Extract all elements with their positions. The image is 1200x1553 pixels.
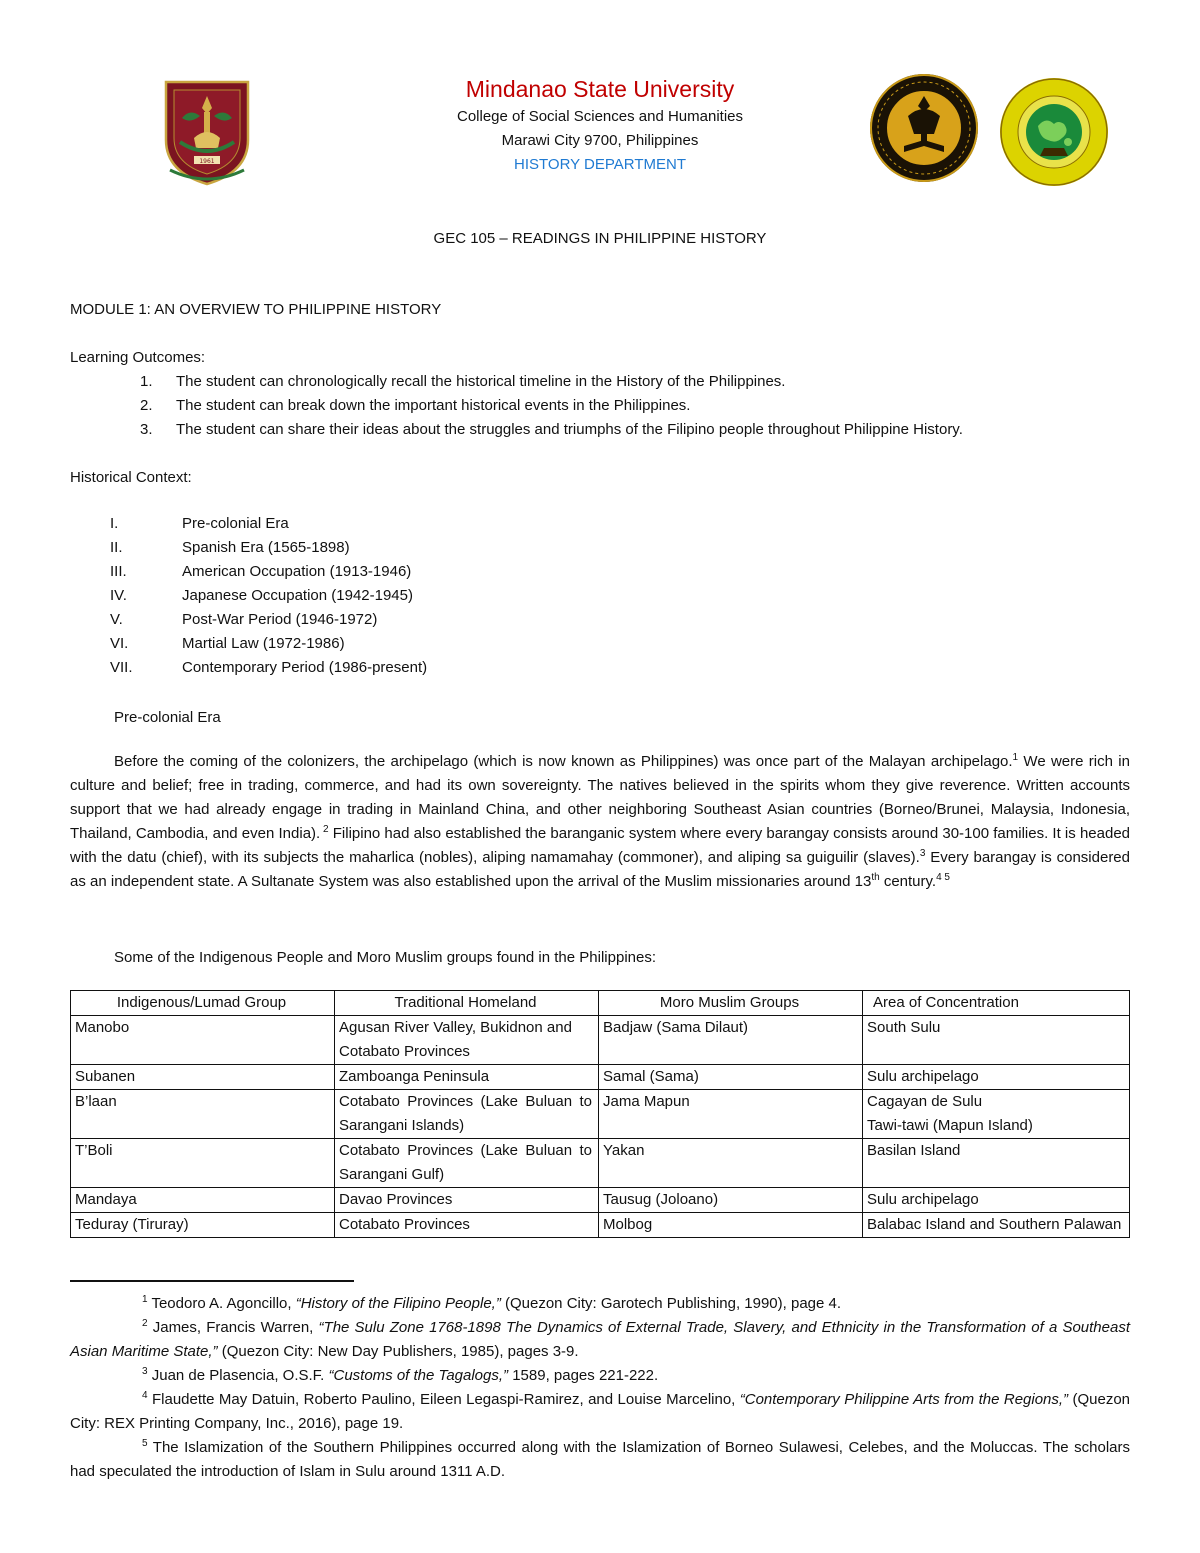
footnote-ref: 3 (919, 848, 926, 859)
footnote (70, 1436, 1130, 1484)
learning-outcomes-title: Learning Outcomes: (70, 349, 206, 366)
table-cell: Badjaw (Sama Dilaut) (599, 1016, 863, 1065)
era-numeral: II. (110, 539, 123, 556)
table-cell: Molbog (599, 1213, 863, 1238)
table-cell: Sulu archipelago (863, 1065, 1130, 1090)
footnote-text: (Quezon City: REX Printing Company, Inc., 2016), page 19. (70, 1391, 1131, 1432)
table-cell: Zamboanga Peninsula (335, 1065, 599, 1090)
footnote-text: (Quezon City: Garotech Publishing, 1990), page 4. (500, 1295, 842, 1312)
table-cell: T’Boli (71, 1139, 335, 1188)
footnote (70, 1364, 1130, 1388)
footnote-separator (70, 1280, 354, 1282)
table-row (71, 1213, 1130, 1238)
precolonial-title: Pre-colonial Era (114, 709, 221, 726)
groups-table (70, 990, 1130, 1238)
footnote-ref: 2 (320, 824, 329, 835)
table-cell: Yakan (599, 1139, 863, 1188)
table-cell: Samal (Sama) (599, 1065, 863, 1090)
paragraph-text: Filipino had also established the baranganic system where every barangay consists around 30-100 families. It is headed with the datu (chief), with its subjects the maharlica (nobles), aliping namamahay (commoner), and aliping sa guiguilir (slaves). (70, 825, 1130, 866)
footnote-number: 3 (142, 1366, 148, 1377)
era-text: Post-War Period (1946-1972) (182, 611, 378, 628)
footnote-number: 5 (142, 1438, 148, 1449)
era-numeral: IV. (110, 587, 127, 604)
era-text: Japanese Occupation (1942-1945) (182, 587, 413, 604)
footnote-number: 4 (142, 1390, 148, 1401)
footnote-title: “History of the Filipino People,” (295, 1295, 501, 1312)
table-cell: Jama Mapun (599, 1090, 863, 1139)
footnote-title: “Contemporary Philippine Arts from the Regions,” (739, 1391, 1069, 1408)
historical-context-title: Historical Context: (70, 469, 192, 486)
era-text: Spanish Era (1565-1898) (182, 539, 350, 556)
paragraph-text: Every barangay is considered as an independent state. A Sultanate System was also established upon the arrival of the Muslim missionaries around 13 (70, 849, 1130, 890)
msu-seal-year: 1961 (199, 158, 215, 165)
table-cell: Davao Provinces (335, 1188, 599, 1213)
footnote-ref: 4 5 (936, 872, 950, 883)
ordinal-suffix: th (871, 872, 880, 883)
table-row (71, 1065, 1130, 1090)
footnote (70, 1388, 1130, 1436)
table-cell: Teduray (Tiruray) (71, 1213, 335, 1238)
table-cell: Subanen (71, 1065, 335, 1090)
outcome-text: The student can share their ideas about the struggles and triumphs of the Filipino people throughout Philippine History. (176, 421, 963, 438)
era-numeral: III. (110, 563, 127, 580)
era-text: Martial Law (1972-1986) (182, 635, 345, 652)
footnote-text: Juan de Plasencia, O.S.F. (147, 1367, 329, 1384)
footnote-number: 2 (142, 1318, 148, 1329)
footnote-text: (Quezon City: New Day Publishers, 1985), pages 3-9. (217, 1343, 579, 1360)
university-name: Mindanao State University (465, 76, 735, 102)
outcome-number: 1. (140, 373, 153, 390)
footnote-title: “Customs of the Tagalogs,” (328, 1367, 509, 1384)
paragraph-text: Before the coming of the colonizers, the archipelago (which is now known as Philippines) was once part of the Malayan archipelago. (114, 753, 1013, 770)
era-text: American Occupation (1913-1946) (182, 563, 412, 580)
paragraph-text: We were rich in culture and belief; free in trading, commerce, and had its own sovereignty. The natives believed in the spirits whom they give reverence. Written accounts support that we had already engage in trading in Mainland China, and other neighboring Southeast Asian countries (Borneo/Brunei, Malaysia, Indonesia, Thailand, Cambodia, and even India). (70, 753, 1130, 842)
era-numeral: I. (110, 515, 119, 532)
footnote-text: Teodoro A. Agoncillo, (147, 1295, 296, 1312)
table-row (71, 1016, 1130, 1065)
footnote (70, 1292, 1130, 1316)
outcome-number: 2. (140, 397, 153, 414)
table-cell: Cotabato Provinces (335, 1213, 599, 1238)
column-header: Moro Muslim Groups (599, 991, 863, 1016)
table-cell: Basilan Island (863, 1139, 1130, 1188)
table-row (71, 1090, 1130, 1139)
table-cell: South Sulu (863, 1016, 1130, 1065)
msu-seal-logo (160, 78, 254, 188)
outcome-text: The student can break down the important historical events in the Philippines. (176, 397, 691, 414)
table-cell: Balabac Island and Southern Palawan (863, 1213, 1130, 1238)
table-cell: Cotabato Provinces (Lake Buluan to Sarangani Gulf) (335, 1139, 599, 1188)
table-cell: B’laan (71, 1090, 335, 1139)
footnote-text: The Islamization of the Southern Philippines occurred along with the Islamization of Borneo Sulawesi, Celebes, and the Moluccas. The scholars had speculated the introduction of Islam in Sulu around 1311 A.D. (70, 1439, 1130, 1480)
module-title: MODULE 1: AN OVERVIEW TO PHILIPPINE HISTORY (70, 301, 442, 318)
era-numeral: VII. (110, 659, 133, 676)
era-numeral: VI. (110, 635, 129, 652)
footnote-ref: 1 (1012, 752, 1019, 763)
groups-table-title: Some of the Indigenous People and Moro Muslim groups found in the Philippines: (114, 949, 656, 966)
table-cell: Cagayan de Sulu Tawi-tawi (Mapun Island) (863, 1090, 1130, 1139)
outcome-text: The student can chronologically recall the historical timeline in the History of the Philippines. (176, 373, 786, 390)
course-title: GEC 105 – READINGS IN PHILIPPINE HISTORY (433, 230, 767, 247)
department-name: HISTORY DEPARTMENT (514, 156, 686, 173)
column-header: Traditional Homeland (335, 991, 599, 1016)
column-header: Indigenous/Lumad Group (71, 991, 335, 1016)
history-dept-seal-logo (998, 76, 1110, 188)
footnote-number: 1 (142, 1294, 148, 1305)
era-numeral: V. (110, 611, 123, 628)
paragraph-text: century. (879, 873, 937, 890)
footnote-text: 1589, pages 221-222. (508, 1367, 659, 1384)
table-cell: Mandaya (71, 1188, 335, 1213)
column-header: Area of Concentration (863, 991, 1130, 1016)
era-text: Contemporary Period (1986-present) (182, 659, 428, 676)
table-cell: Sulu archipelago (863, 1188, 1130, 1213)
footnote-text: Flaudette May Datuin, Roberto Paulino, Eileen Legaspi-Ramirez, and Louise Marcelino, (147, 1391, 740, 1408)
table-header-row (71, 991, 1130, 1016)
outcome-number: 3. (140, 421, 153, 438)
footnote-title: “The Sulu Zone 1768-1898 The Dynamics of External Trade, Slavery, and Ethnicity in the Transformation of a Southeast Asian Maritime State,” (70, 1319, 1131, 1360)
table-cell: Agusan River Valley, Bukidnon and Cotabato Provinces (335, 1016, 599, 1065)
college-name: College of Social Sciences and Humanities (457, 108, 743, 125)
table-cell: Manobo (71, 1016, 335, 1065)
table-cell: Tausug (Joloano) (599, 1188, 863, 1213)
table-cell: Cotabato Provinces (Lake Buluan to Sarangani Islands) (335, 1090, 599, 1139)
university-address: Marawi City 9700, Philippines (501, 132, 699, 149)
table-row (71, 1139, 1130, 1188)
table-row (71, 1188, 1130, 1213)
precolonial-paragraph (70, 750, 1130, 894)
footnote (70, 1316, 1130, 1364)
era-text: Pre-colonial Era (182, 515, 289, 532)
footnote-text: James, Francis Warren, (147, 1319, 319, 1336)
